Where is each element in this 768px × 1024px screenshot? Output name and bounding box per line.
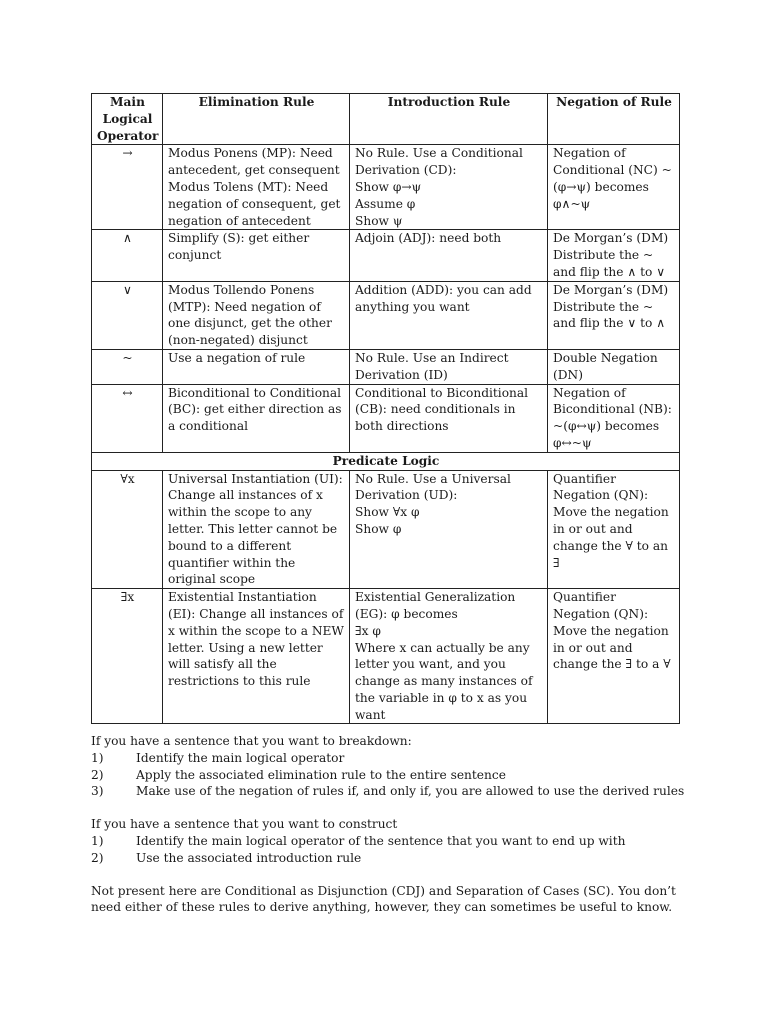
rule-text: Existential Instantiation (EI): Change all instances of x within the scope to a NEW letter. Using a new letter will satisfy all the restrictions to this rule — [168, 590, 344, 689]
table-header-row — [92, 94, 680, 145]
header-negation-of-rule: Negation of Rule — [548, 94, 680, 145]
operator-cell: → — [92, 145, 163, 230]
header-main-operator: Main Logical Operator — [92, 94, 163, 145]
operator-cell: ~ — [92, 349, 163, 384]
step-number: 2) — [91, 850, 104, 865]
operator-cell: ∀x — [92, 470, 163, 589]
rule-text: Double Negation (DN) — [553, 350, 658, 382]
rule-text: No Rule. Use an Indirect Derivation (ID) — [355, 350, 509, 382]
introduction-cell — [350, 145, 548, 230]
rule-text: Addition (ADD): you can add anything you want — [355, 282, 532, 314]
table-row — [92, 281, 680, 349]
negation-cell — [548, 145, 680, 230]
rule-text: Conditional to Biconditional (CB): need conditionals in both directions — [355, 385, 529, 434]
introduction-cell — [350, 384, 548, 452]
step-text: Use the associated introduction rule — [136, 850, 362, 865]
operator-cell: ∨ — [92, 281, 163, 349]
construct-intro: If you have a sentence that you want to construct — [91, 817, 398, 832]
operator-cell: ∃x — [92, 589, 163, 724]
step-text: Apply the associated elimination rule to the entire sentence — [136, 767, 506, 782]
elimination-cell — [163, 384, 350, 452]
step-number: 3) — [91, 784, 104, 799]
section-row — [92, 452, 680, 470]
rule-text: Adjoin (ADJ): need both — [355, 231, 502, 246]
negation-cell — [548, 384, 680, 452]
header-introduction-rule: Introduction Rule — [350, 94, 548, 145]
breakdown-intro: If you have a sentence that you want to breakdown: — [91, 734, 412, 748]
step-number: 1) — [91, 750, 104, 765]
rule-text: Biconditional to Conditional (BC): get either direction as a conditional — [168, 385, 342, 434]
rule-text: Simplify (S): get either conjunct — [168, 231, 310, 263]
rule-text: Show φ — [355, 521, 402, 536]
rule-text: No Rule. Use a Conditional Derivation (CD): — [355, 146, 523, 178]
list-item — [91, 750, 691, 767]
spacer — [91, 867, 691, 883]
table-row — [92, 230, 680, 281]
negation-cell — [548, 589, 680, 724]
rule-text: Modus Tolens (MT): Need negation of consequent, get negation of antecedent — [168, 179, 341, 228]
introduction-cell — [350, 281, 548, 349]
elimination-cell — [163, 349, 350, 384]
introduction-cell — [350, 349, 548, 384]
introduction-cell — [350, 230, 548, 281]
negation-cell — [548, 281, 680, 349]
rule-text: Use a negation of rule — [168, 350, 306, 365]
rule-text: Show ∀x φ — [355, 505, 420, 520]
predicate-logic-heading: Predicate Logic — [92, 452, 680, 470]
rule-text: Modus Tollendo Ponens (MTP): Need negation of one disjunct, get the other (non-negated) disjunct — [168, 282, 332, 348]
negation-cell — [548, 349, 680, 384]
list-item — [91, 833, 691, 850]
negation-cell — [548, 230, 680, 281]
step-text: Identify the main logical operator — [136, 750, 345, 765]
table-row — [92, 349, 680, 384]
table-row — [92, 589, 680, 724]
introduction-cell — [350, 589, 548, 724]
rule-text: Quantifier Negation (QN): Move the negation in or out and change the ∀ to an ∃ — [553, 471, 669, 570]
elimination-cell — [163, 145, 350, 230]
rule-text: Negation of Conditional (NC) ~(φ→ψ) becomes φ∧~ψ — [553, 146, 672, 211]
rule-text: De Morgan’s (DM) Distribute the ~ and flip the ∨ to ∧ — [553, 282, 669, 331]
rule-text: ∃x φ — [355, 623, 381, 638]
table-row — [92, 384, 680, 452]
step-text: Make use of the negation of rules if, and only if, you are allowed to use the derived rules — [136, 784, 685, 799]
rule-text: No Rule. Use a Universal Derivation (UD): — [355, 471, 511, 503]
rule-text: Assume φ — [355, 196, 416, 211]
rule-text: Where x can actually be any letter you want, and you change as many instances of the variable in φ to x as you want — [355, 640, 533, 722]
spacer — [91, 800, 691, 816]
step-text: Identify the main logical operator of the sentence that you want to end up with — [136, 833, 626, 848]
rule-text: Existential Generalization (EG): φ becomes — [355, 590, 516, 621]
closing-paragraph: Not present here are Conditional as Disjunction (CDJ) and Separation of Cases (SC). You don’t need either of these rules to derive anything, however, they can sometimes be useful to know. — [91, 883, 676, 915]
rule-text: Negation of Biconditional (NB): ~(φ↔ψ) becomes φ↔~ψ — [553, 385, 672, 450]
step-number: 1) — [91, 833, 104, 848]
rules-table — [91, 93, 680, 724]
rule-text: Quantifier Negation (QN): Move the negation in or out and change the ∃ to a ∀ — [553, 590, 671, 672]
operator-cell: ∧ — [92, 230, 163, 281]
rule-text: Show φ→ψ — [355, 179, 422, 194]
rule-text: Modus Ponens (MP): Need antecedent, get consequent — [168, 146, 340, 178]
negation-cell — [548, 470, 680, 589]
elimination-cell — [163, 230, 350, 281]
list-item — [91, 783, 691, 800]
rule-text: Show ψ — [355, 213, 403, 228]
list-item — [91, 767, 691, 784]
elimination-cell — [163, 281, 350, 349]
elimination-cell — [163, 470, 350, 589]
table-row — [92, 145, 680, 230]
operator-cell: ↔ — [92, 384, 163, 452]
rule-text: Universal Instantiation (UI): Change all instances of x within the scope to any letter. This letter cannot be bound to a different quantifier within the original scope — [168, 471, 343, 587]
list-item — [91, 850, 691, 867]
table-row — [92, 470, 680, 589]
notes-section — [91, 733, 691, 916]
header-elimination-rule: Elimination Rule — [163, 94, 350, 145]
rule-text: De Morgan’s (DM) Distribute the ~ and flip the ∧ to ∨ — [553, 231, 669, 279]
elimination-cell — [163, 589, 350, 724]
introduction-cell — [350, 470, 548, 589]
step-number: 2) — [91, 767, 104, 782]
